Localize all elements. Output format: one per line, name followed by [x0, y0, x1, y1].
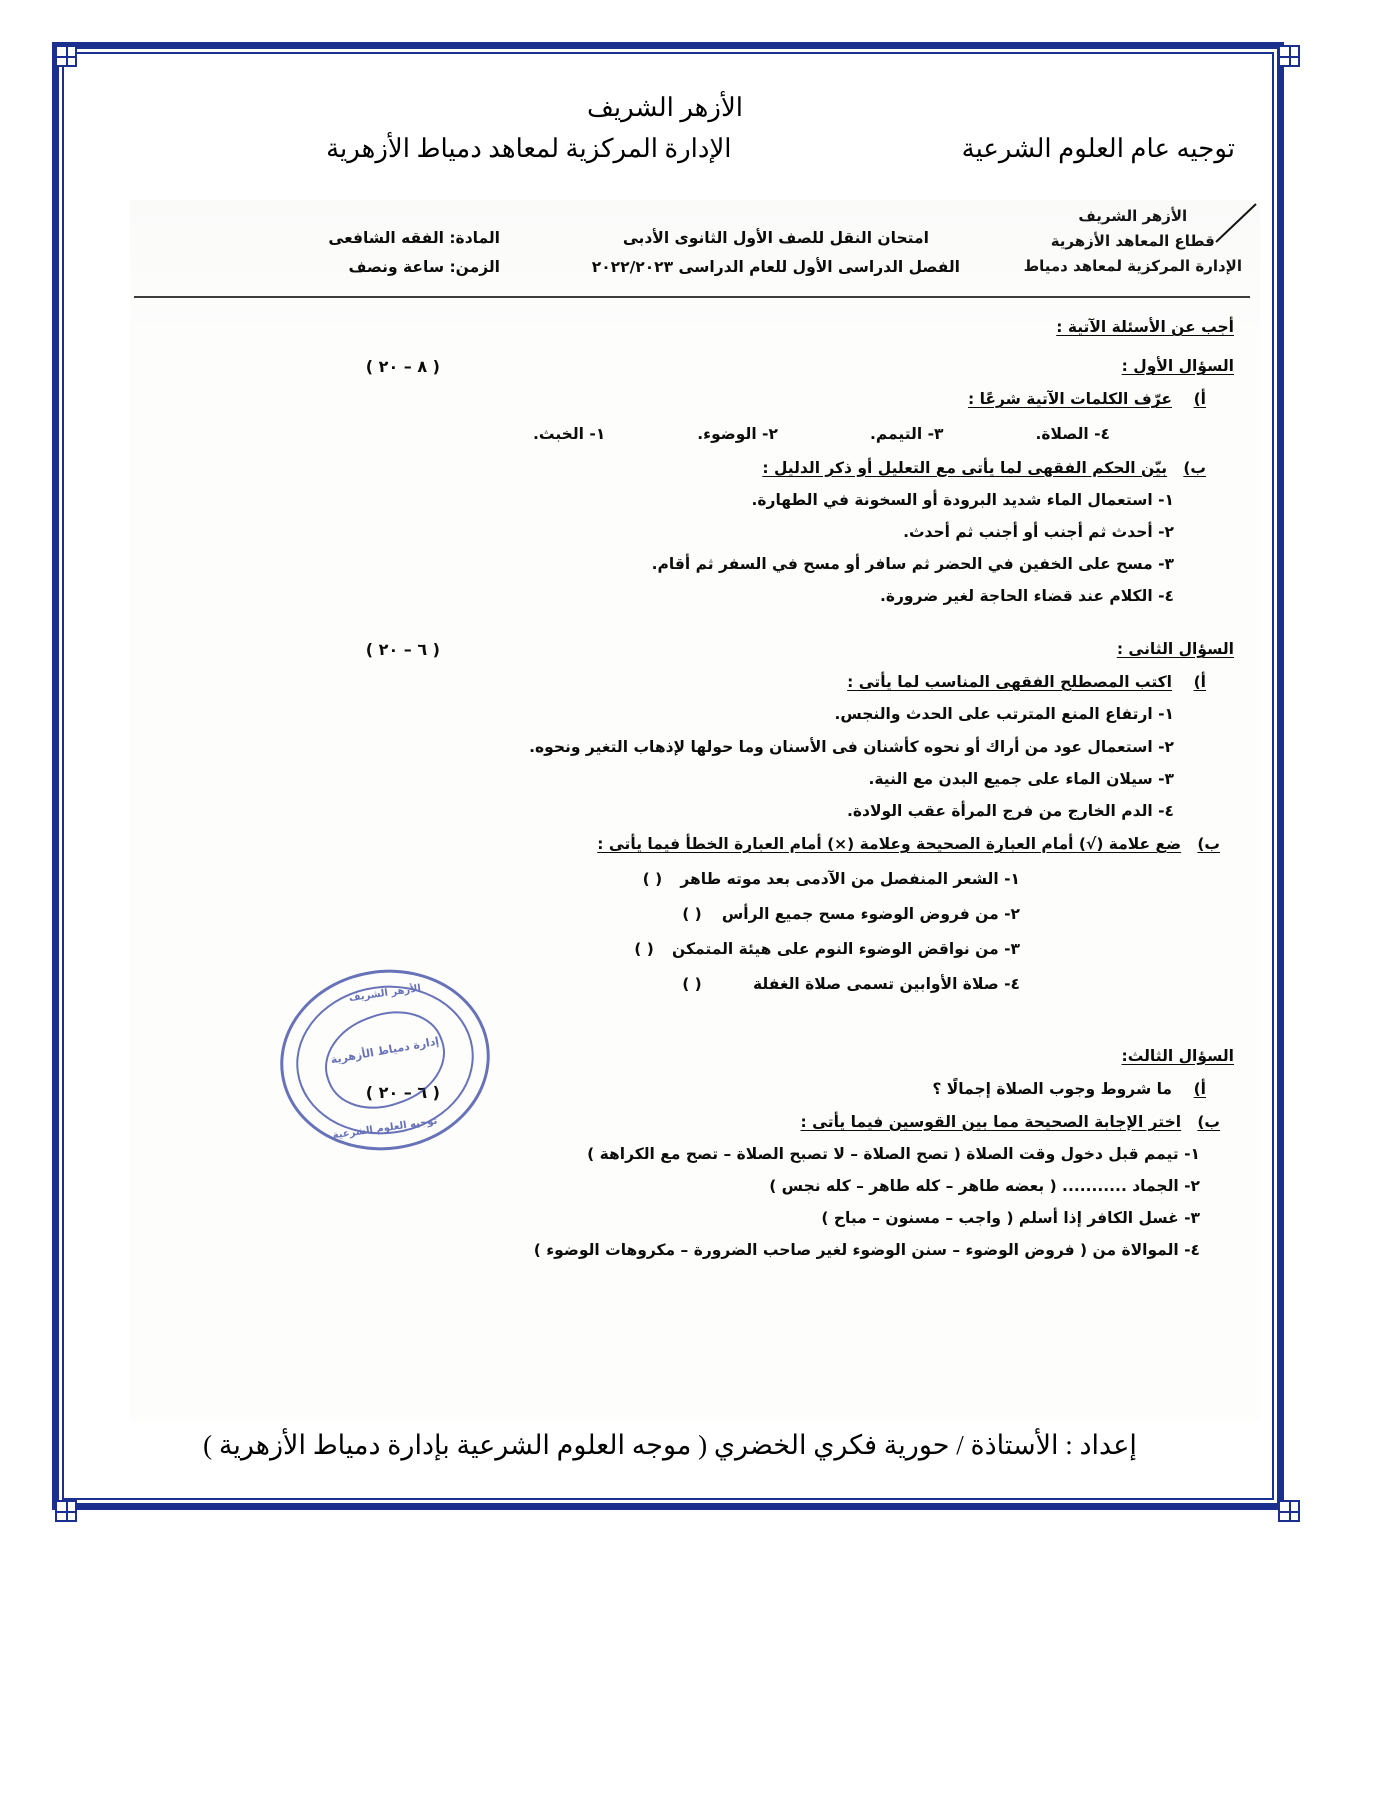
header-administration: الإدارة المركزية لمعاهد دمياط الأزهرية: [326, 134, 732, 163]
exam-subject-block: [328, 224, 500, 283]
question-1-marks: ( ٨ – ٢٠ ): [365, 357, 440, 377]
letterhead-line-1: الأزهر الشريف: [1078, 207, 1188, 225]
list-item: ٤- الموالاة من ( فروض الوضوء – سنن الوضوء لغير صاحب الضرورة – مكروهات الوضوء ): [533, 1241, 1200, 1260]
corner-ornament-top-left: [55, 45, 77, 67]
list-item: ٣- سيلان الماء على جميع البدن مع النية.: [868, 769, 1174, 788]
letterhead-block: [1024, 204, 1242, 278]
stamp-bottom-text: توجيه العلوم الشرعية: [332, 1115, 438, 1142]
list-item: ١- ارتفاع المنع المترتب على الحدث والنجس.: [834, 705, 1174, 724]
list-item: ٣- مسح على الخفين في الحضر ثم سافر أو مسح في السفر ثم أقام.: [651, 554, 1174, 573]
official-stamp: [280, 970, 490, 1150]
document-header: [95, 88, 1235, 168]
question-1-part-a: أ) عرّف الكلمات الآتية شرعًا :: [968, 390, 1206, 409]
stamp-middle-text: إدارة دمياط الأزهرية: [329, 1034, 441, 1067]
question-2-marks: ( ٦ – ٢٠ ): [365, 640, 440, 660]
list-item: ٢- الوضوء.: [697, 425, 778, 444]
list-item: ٤- الدم الخارج من فرج المرأة عقب الولادة.: [846, 801, 1174, 820]
question-3-part-b: ب) اختر الإجابة الصحيحة مما بين القوسين فيما يأتى :: [800, 1112, 1220, 1131]
document-footer: إعداد : الأستاذة / حورية فكري الخضري ( موجه العلوم الشرعية بإدارة دمياط الأزهرية ): [203, 1430, 1137, 1460]
table-row: [130, 936, 1260, 963]
question-1-title: ( ٨ – ٢٠ ) السؤال الأول :: [130, 353, 1260, 380]
list-item: ١- الخبث.: [533, 425, 606, 444]
list-item: ٢- استعمال عود من أراك أو نحوه كأشنان فى الأسنان وما حولها لإذهاب التغير ونحوه.: [529, 737, 1174, 756]
list-item: ٢- من فروض الوضوء مسح جميع الرأس: [721, 905, 1020, 924]
list-item: ١- تيمم قبل دخول وقت الصلاة ( تصح الصلاة – لا تصبح الصلاة – تصح مع الكراهة ): [587, 1144, 1200, 1163]
table-row: [130, 866, 1260, 893]
header-guidance: توجيه عام العلوم الشرعية: [961, 134, 1235, 163]
exam-instruction: أجب عن الأسئلة الآتية :: [1056, 318, 1234, 336]
stamp-top-text: الأزهر الشريف: [348, 983, 422, 1004]
corner-ornament-bottom-left: [55, 1500, 77, 1522]
list-item: ٢- الجماد ........... ( بعضه طاهر – كله طاهر – كله نجس ): [769, 1177, 1200, 1195]
answer-parentheses[interactable]: ( ): [642, 870, 663, 888]
list-item: ٢- أحدث ثم أجنب أو أجنب ثم أحدث.: [903, 522, 1174, 541]
corner-ornament-top-right: [1278, 45, 1300, 67]
answer-parentheses[interactable]: ( ): [634, 940, 654, 959]
list-item: ٤- الكلام عند قضاء الحاجة لغير ضرورة.: [879, 587, 1174, 605]
question-3-part-a: أ) ما شروط وجوب الصلاة إجمالًا ؟: [932, 1079, 1206, 1098]
list-item: ٤- الصلاة.: [1035, 425, 1110, 444]
question-1-part-b: ب) بيّن الحكم الفقهى لما يأتى مع التعليل أو ذكر الدليل :: [762, 458, 1206, 477]
question-3-marks: ( ٦ – ٢٠ ): [365, 1082, 440, 1102]
question-3-title: ( ٦ – ٢٠ ) السؤال الثالث:: [130, 1043, 1260, 1070]
corner-ornament-bottom-right: [1278, 1500, 1300, 1522]
answer-parentheses[interactable]: ( ): [682, 975, 702, 994]
exam-title-line-1: امتحان النقل للصف الأول الثانوى الأدبى: [622, 229, 929, 247]
letterhead-line-2: قطاع المعاهد الأزهرية: [1050, 231, 1215, 250]
question-2-title: ( ٦ – ٢٠ ) السؤال الثانى :: [130, 636, 1260, 663]
list-item: ٤- صلاة الأوابين تسمى صلاة الغفلة: [752, 975, 1020, 994]
exam-letterhead: [130, 200, 1260, 300]
question-2-part-a: أ) اكتب المصطلح الفقهى المناسب لما يأتى :: [847, 673, 1206, 692]
table-row: [130, 901, 1260, 928]
exam-title-line-2: الفصل الدراسى الأول للعام الدراسى ٢٠٢٢/٢٠٢٣: [591, 258, 960, 277]
list-item: ٣- غسل الكافر إذا أسلم ( واجب – مسنون – مباح ): [821, 1209, 1200, 1228]
exam-title-block: [592, 224, 960, 283]
question-2-part-b: ب) ضع علامة (√) أمام العبارة الصحيحة وعلامة (×) أمام العبارة الخطأ فيما يأتى :: [597, 834, 1220, 853]
exam-subject: المادة: الفقه الشافعى: [328, 229, 500, 247]
list-item: ١- استعمال الماء شديد البرودة أو السخونة في الطهارة.: [751, 490, 1174, 509]
scanned-exam-sheet: [130, 200, 1260, 1420]
list-item: ٣- من نواقض الوضوء النوم على هيئة المتمكن: [672, 940, 1020, 959]
answer-parentheses[interactable]: ( ): [682, 905, 702, 924]
header-authority: الأزهر الشريف: [587, 93, 743, 122]
header-divider: [134, 296, 1250, 298]
exam-duration: الزمن: ساعة ونصف: [348, 258, 500, 277]
list-item: ٣- التيمم.: [869, 425, 944, 444]
question-1-part-a-items: [130, 421, 1260, 448]
list-item: ١- الشعر المنفصل من الآدمى بعد موته طاهر: [680, 870, 1020, 888]
letterhead-line-3: الإدارة المركزية لمعاهد دمياط: [1023, 256, 1242, 275]
